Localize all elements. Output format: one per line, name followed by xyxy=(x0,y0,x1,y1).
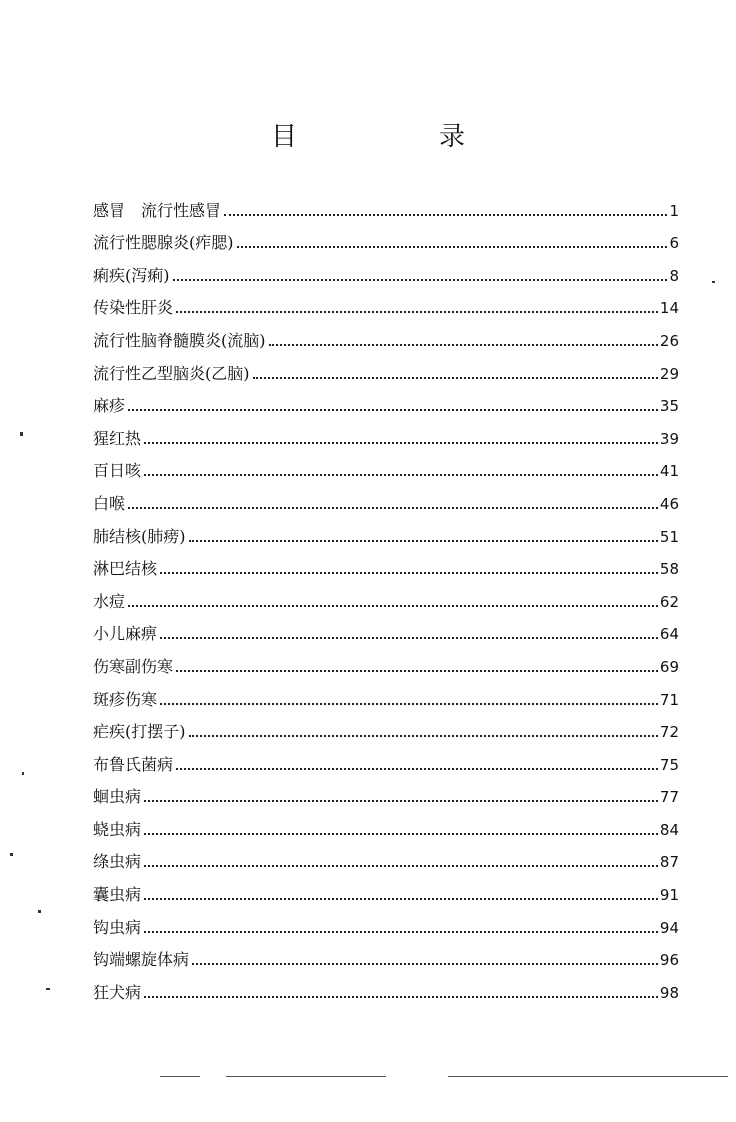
toc-entry xyxy=(93,416,679,449)
scan-speck xyxy=(712,281,715,283)
toc-entry-title: 流行性脑脊髓膜炎(流脑) xyxy=(93,330,266,350)
toc-entry-title: 麻疹 xyxy=(93,396,126,416)
toc-entry xyxy=(93,351,679,384)
toc-dot-leader xyxy=(144,833,658,835)
toc-entry-title: 白喉 xyxy=(93,493,126,513)
toc-entry-page-number: 87 xyxy=(659,853,679,872)
toc-entry xyxy=(93,318,679,351)
toc-entry-page-number: 1 xyxy=(669,201,679,220)
toc-entry-title: 传染性肝炎 xyxy=(93,298,174,318)
toc-dot-leader xyxy=(144,898,658,900)
scan-speck xyxy=(10,853,13,856)
toc-dot-leader xyxy=(144,865,658,867)
toc-entry xyxy=(93,547,679,580)
toc-entry-title: 绦虫病 xyxy=(93,852,142,872)
toc-dot-leader xyxy=(173,279,668,281)
toc-entry-page-number: 75 xyxy=(659,755,679,774)
toc-entry-title: 感冒 流行性感冒 xyxy=(93,200,222,220)
toc-entry xyxy=(93,872,679,905)
toc-dot-leader xyxy=(160,572,658,574)
toc-dot-leader xyxy=(160,637,658,639)
toc-entry xyxy=(93,221,679,254)
toc-dot-leader xyxy=(128,507,658,509)
toc-entry-title: 钩端螺旋体病 xyxy=(93,950,190,970)
toc-entry-title: 斑疹伤寒 xyxy=(93,689,158,709)
toc-entry-page-number: 96 xyxy=(659,951,679,970)
table-of-contents xyxy=(93,188,679,1003)
bottom-rule-segment xyxy=(226,1076,386,1077)
toc-dot-leader xyxy=(128,605,658,607)
toc-entry-page-number: 46 xyxy=(659,494,679,513)
toc-entry xyxy=(93,253,679,286)
toc-entry-page-number: 58 xyxy=(659,560,679,579)
toc-entry-title: 淋巴结核 xyxy=(93,559,158,579)
toc-dot-leader xyxy=(144,800,658,802)
toc-dot-leader xyxy=(176,311,658,313)
toc-entry xyxy=(93,742,679,775)
toc-entry-page-number: 72 xyxy=(659,723,679,742)
toc-entry-title: 猩红热 xyxy=(93,428,142,448)
toc-entry-title: 百日咳 xyxy=(93,461,142,481)
toc-entry-title: 肺结核(肺痨) xyxy=(93,526,186,546)
scan-speck xyxy=(46,988,50,990)
toc-dot-leader xyxy=(253,377,658,379)
toc-entry xyxy=(93,710,679,743)
toc-entry-page-number: 62 xyxy=(659,592,679,611)
toc-entry-page-number: 51 xyxy=(659,527,679,546)
toc-entry-title: 痢疾(泻痢) xyxy=(93,265,170,285)
toc-entry-page-number: 29 xyxy=(659,364,679,383)
toc-dot-leader xyxy=(189,735,658,737)
toc-entry xyxy=(93,775,679,808)
toc-entry xyxy=(93,905,679,938)
toc-entry xyxy=(93,938,679,971)
toc-entry xyxy=(93,644,679,677)
toc-entry-title: 小儿麻痹 xyxy=(93,624,158,644)
toc-dot-leader xyxy=(128,409,658,411)
toc-entry-page-number: 35 xyxy=(659,397,679,416)
toc-dot-leader xyxy=(192,963,658,965)
toc-entry-title: 水痘 xyxy=(93,591,126,611)
toc-entry xyxy=(93,384,679,417)
toc-entry-page-number: 69 xyxy=(659,657,679,676)
page-title: 目 录 xyxy=(270,122,523,152)
toc-entry-page-number: 6 xyxy=(669,234,679,253)
toc-entry-page-number: 14 xyxy=(659,299,679,318)
toc-entry-page-number: 26 xyxy=(659,331,679,350)
toc-entry-page-number: 98 xyxy=(659,983,679,1002)
toc-dot-leader xyxy=(144,442,658,444)
toc-entry xyxy=(93,970,679,1003)
scan-speck xyxy=(22,772,24,775)
toc-dot-leader xyxy=(269,344,658,346)
toc-entry-title: 流行性腮腺炎(痄腮) xyxy=(93,233,234,253)
toc-entry-title: 蛲虫病 xyxy=(93,819,142,839)
scan-speck xyxy=(20,432,23,436)
bottom-rule-segment xyxy=(160,1076,200,1077)
toc-entry-page-number: 91 xyxy=(659,886,679,905)
toc-entry xyxy=(93,514,679,547)
toc-entry-title: 囊虫病 xyxy=(93,885,142,905)
toc-entry xyxy=(93,449,679,482)
scan-speck xyxy=(38,910,41,913)
toc-entry-page-number: 41 xyxy=(659,462,679,481)
toc-entry-title: 布鲁氏菌病 xyxy=(93,754,174,774)
toc-dot-leader xyxy=(144,474,658,476)
toc-entry-page-number: 64 xyxy=(659,625,679,644)
toc-dot-leader xyxy=(189,540,658,542)
toc-dot-leader xyxy=(176,670,658,672)
toc-dot-leader xyxy=(176,768,658,770)
toc-entry-title: 蛔虫病 xyxy=(93,787,142,807)
toc-dot-leader xyxy=(224,214,667,216)
toc-entry-title: 疟疾(打摆子) xyxy=(93,722,186,742)
toc-entry-page-number: 39 xyxy=(659,429,679,448)
toc-entry-title: 钩虫病 xyxy=(93,917,142,937)
toc-entry xyxy=(93,188,679,221)
toc-dot-leader xyxy=(160,703,658,705)
toc-entry-title: 狂犬病 xyxy=(93,982,142,1002)
toc-entry xyxy=(93,612,679,645)
toc-entry-page-number: 77 xyxy=(659,788,679,807)
toc-entry xyxy=(93,481,679,514)
toc-entry-title: 流行性乙型脑炎(乙脑) xyxy=(93,363,250,383)
toc-entry xyxy=(93,579,679,612)
toc-entry xyxy=(93,840,679,873)
toc-entry-page-number: 71 xyxy=(659,690,679,709)
toc-entry-page-number: 84 xyxy=(659,820,679,839)
toc-entry-page-number: 8 xyxy=(669,266,679,285)
toc-entry xyxy=(93,286,679,319)
toc-entry-page-number: 94 xyxy=(659,918,679,937)
toc-dot-leader xyxy=(237,246,668,248)
bottom-rule-segment xyxy=(448,1076,728,1077)
toc-entry xyxy=(93,807,679,840)
toc-dot-leader xyxy=(144,996,658,998)
toc-entry-title: 伤寒副伤寒 xyxy=(93,656,174,676)
toc-dot-leader xyxy=(144,931,658,933)
toc-entry xyxy=(93,677,679,710)
